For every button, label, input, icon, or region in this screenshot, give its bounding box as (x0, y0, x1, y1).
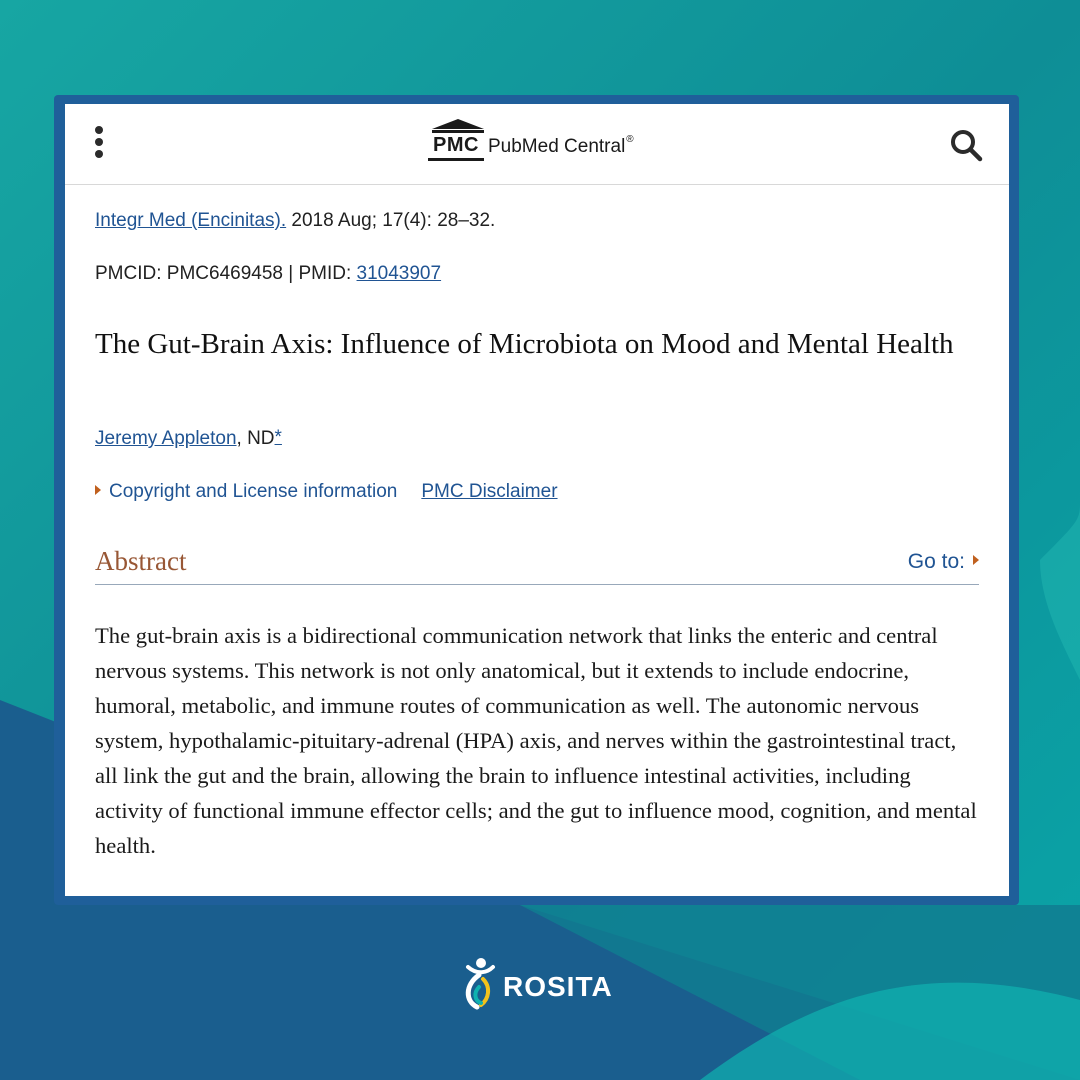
citation-line (95, 210, 495, 232)
expand-triangle-icon (95, 485, 101, 495)
pmid-link[interactable]: 31043907 (356, 263, 442, 284)
author-link[interactable]: Jeremy Appleton (95, 428, 237, 449)
license-row (95, 481, 558, 503)
logo-name-text: PubMed Central (488, 136, 626, 157)
author-line (95, 428, 282, 450)
brand-name: ROSITA (503, 971, 613, 1002)
goto-triangle-icon (973, 555, 979, 565)
rosita-brand (457, 955, 627, 1017)
logo-abbrev: PMC (433, 134, 479, 156)
goto-menu[interactable] (908, 550, 979, 574)
article-title: The Gut-Brain Axis: Influence of Microbiota on Mood and Mental Health (95, 328, 954, 360)
rosita-logo-icon (457, 955, 499, 1017)
pmc-roof-icon (430, 118, 486, 134)
pmc-base-bar (428, 158, 484, 161)
search-icon[interactable] (949, 128, 983, 162)
goto-label: Go to: (907, 550, 965, 573)
pmc-disclaimer-link[interactable]: PMC Disclaimer (421, 481, 558, 502)
abstract-heading: Abstract (95, 546, 187, 576)
abstract-header (95, 544, 979, 585)
citation-details: 2018 Aug; 17(4): 28–32. (286, 210, 496, 231)
copyright-license-toggle[interactable]: Copyright and License information (109, 481, 398, 502)
article-card (65, 104, 1009, 896)
logo-name (488, 136, 634, 158)
author-affiliation-marker[interactable]: * (274, 427, 282, 448)
site-header (65, 104, 1009, 185)
article-ids (95, 263, 441, 285)
abstract-text: The gut-brain axis is a bidirectional communication network that links the enteric and central nervous systems. This network is not only anatomical, but it extends to include endocrine, humoral, metabolic, and immune routes of communication as well. The autonomic nervous system, hypothalamic-pituitary-adrenal (HPA) axis, and nerves within the gastrointestinal tract, all link the gut and the brain, allowing the brain to influence intestinal activities, including activity of functional immune effector cells; and the gut to influence mood, cognition, and mental health. (95, 623, 977, 858)
pmcid-text: PMCID: PMC6469458 | PMID: (95, 263, 357, 284)
registered-mark: ® (626, 134, 634, 145)
pmc-logo[interactable] (426, 118, 656, 166)
kebab-menu-icon[interactable] (89, 126, 109, 158)
author-suffix: , ND (236, 428, 275, 449)
journal-link[interactable]: Integr Med (Encinitas). (95, 210, 287, 231)
